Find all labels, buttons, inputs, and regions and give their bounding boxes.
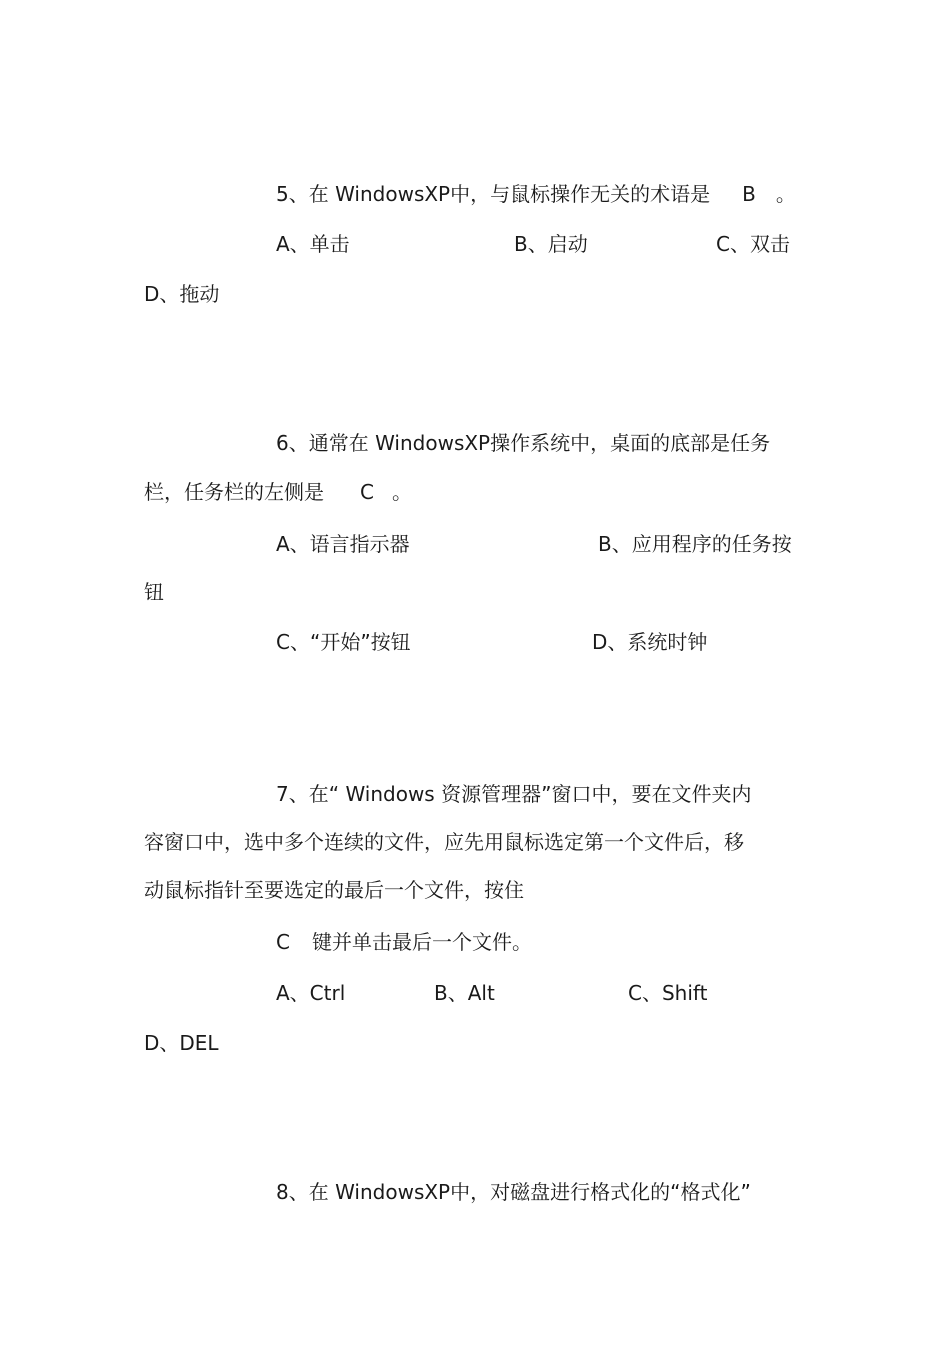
question-5-answer: B: [742, 182, 756, 206]
question-6-option-b-cont: 钮: [144, 580, 164, 604]
question-5-option-c: C、双击: [716, 232, 790, 256]
question-7-option-b: B、Alt: [434, 981, 495, 1005]
question-7-text-line4: [276, 930, 532, 954]
question-7-option-a: A、Ctrl: [276, 981, 346, 1005]
question-5-end: 。: [775, 182, 796, 206]
question-6-text-line2: [144, 480, 412, 504]
question-5-option-b: B、启动: [514, 232, 588, 256]
question-6-stem-line1: 6、通常在 WindowsXP操作系统中，桌面的底部是任务: [276, 431, 771, 455]
question-7-stem-line1: 7、在“ Windows 资源管理器”窗口中，要在文件夹内: [276, 782, 752, 806]
question-6-option-a: A、语言指示器: [276, 532, 410, 556]
question-5-option-d: D、拖动: [144, 282, 220, 306]
question-7-option-d: D、DEL: [144, 1031, 219, 1055]
question-6-stem-line2: 栏，任务栏的左侧是: [144, 480, 324, 504]
question-7-answer: C: [276, 930, 290, 954]
question-5-stem: 5、在 WindowsXP中，与鼠标操作无关的术语是: [276, 182, 711, 206]
question-6-option-b: B、应用程序的任务按: [598, 532, 792, 556]
question-7-option-c: C、Shift: [628, 981, 708, 1005]
question-6-option-c: C、“开始”按钮: [276, 630, 411, 654]
question-7-stem-line2: 容窗口中，选中多个连续的文件，应先用鼠标选定第一个文件后，移: [144, 830, 744, 854]
question-6-option-d: D、系统时钟: [592, 630, 708, 654]
question-5-option-a: A、单击: [276, 232, 350, 256]
question-6-answer: C: [360, 480, 374, 504]
question-8-stem-line1: 8、在 WindowsXP中，对磁盘进行格式化的“格式化”: [276, 1180, 751, 1204]
question-6-end: 。: [391, 480, 412, 504]
question-7-stem-line4: 键并单击最后一个文件。: [311, 930, 532, 954]
question-7-stem-line3: 动鼠标指针至要选定的最后一个文件，按住: [144, 878, 524, 902]
question-5-text: [276, 182, 796, 206]
